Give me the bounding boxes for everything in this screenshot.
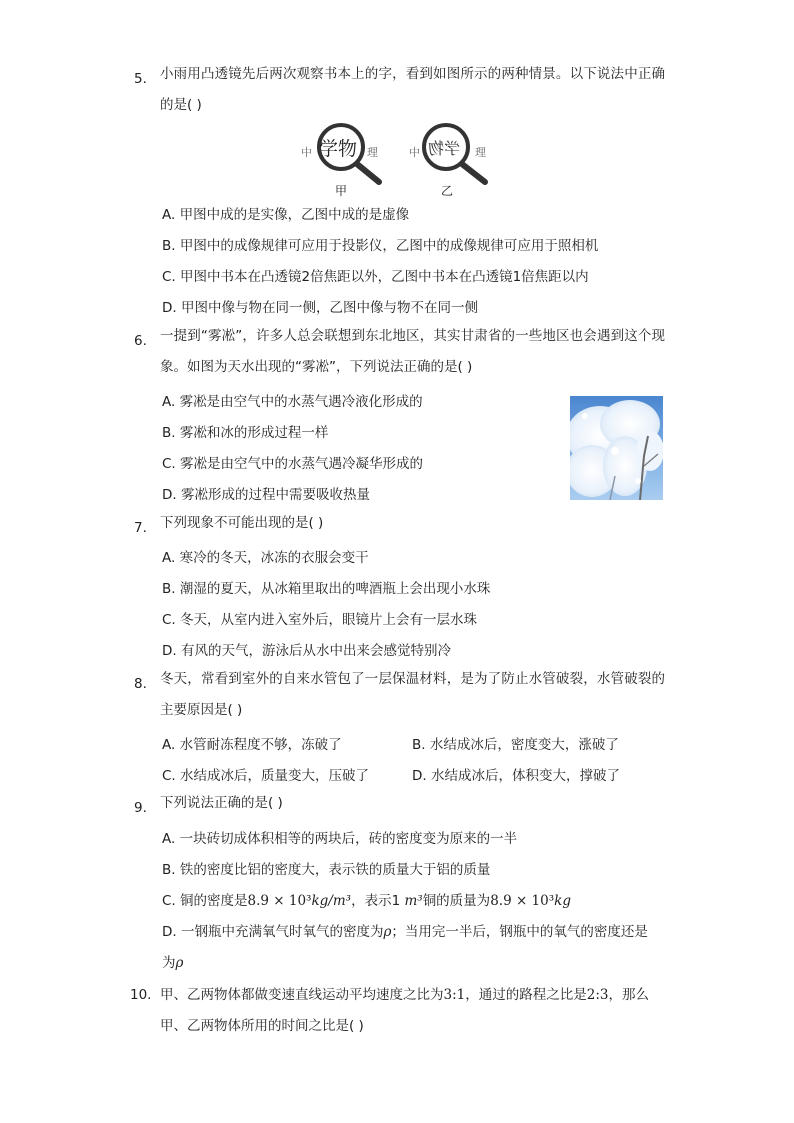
figure-char: 中: [301, 146, 312, 159]
option-text: 为: [162, 955, 176, 971]
question-stem: 下列现象不可能出现的是( ): [160, 515, 324, 531]
question-number: 9.: [134, 800, 147, 816]
math-unit: kg: [554, 893, 571, 909]
option-a: A. 甲图中成的是实像，乙图中成的是虚像: [162, 207, 410, 223]
math-value: 3:1: [443, 987, 466, 1003]
option-c: C. 冬天，从室内进入室外后，眼镜片上会有一层水珠: [162, 612, 478, 628]
option-b: B. 潮湿的夏天，从冰箱里取出的啤酒瓶上会出现小水珠: [162, 581, 491, 597]
option-b: B. 铁的密度比铝的密度大，表示铁的质量大于铝的质量: [162, 862, 491, 878]
magnifier-figure: [295, 120, 495, 200]
question-stem-line2: 甲、乙两物体所用的时间之比是( ): [160, 1018, 364, 1034]
option-d: [162, 922, 648, 942]
stem-text: 甲、乙两物体都做变速直线运动平均速度之比为: [160, 987, 444, 1003]
question-number: 10.: [130, 987, 152, 1003]
option-text: ；当用完一半后，钢瓶中的氧气的密度还是: [391, 924, 648, 940]
option-a: A. 水管耐冻程度不够，冻破了: [162, 737, 342, 753]
figure-char: 理: [367, 146, 378, 159]
question-stem: 下列说法正确的是( ): [160, 795, 283, 811]
math-symbol: ρ: [383, 924, 392, 940]
option-c: C. 雾凇是由空气中的水蒸气遇冷凝华形成的: [162, 456, 424, 472]
figure-caption-jia: 甲: [335, 184, 348, 198]
math-value: 8.9 × 10³: [247, 893, 312, 909]
option-text: 铜的质量为: [422, 893, 491, 909]
stem-text: ，通过的路程之比是: [465, 987, 587, 1003]
math-unit: m³: [404, 893, 423, 909]
option-text: D. 一钢瓶中充满氧气时氧气的密度为: [162, 924, 384, 940]
question-stem: 冬天，常看到室外的自来水管包了一层保温材料，是为了防止水管破裂，水管破裂的主要原因是( ): [160, 671, 665, 718]
question-stem: [160, 985, 649, 1005]
figure-char: 中: [409, 146, 420, 159]
math-value: 8.9 × 10³: [490, 893, 555, 909]
question-number: 7.: [134, 520, 147, 536]
option-text: C. 铜的密度是: [162, 893, 248, 909]
option-b: B. 甲图中的成像规律可应用于投影仪，乙图中的成像规律可应用于照相机: [162, 238, 599, 254]
option-b: B. 雾凇和冰的形成过程一样: [162, 425, 329, 441]
option-d: D. 甲图中像与物在同一侧，乙图中像与物不在同一侧: [162, 300, 478, 316]
option-c: C. 水结成冰后，质量变大，压破了: [162, 768, 370, 784]
figure-caption-yi: 乙: [441, 184, 454, 198]
option-d: D. 有风的天气，游泳后从水中出来会感觉特别冷: [162, 643, 451, 659]
question-number: 6.: [134, 333, 147, 349]
option-b: B. 水结成冰后，密度变大，涨破了: [412, 737, 619, 753]
option-a: A. 一块砖切成体积相等的两块后，砖的密度变为原来的一半: [162, 831, 518, 847]
option-c: [162, 891, 571, 911]
figure-char: 理: [475, 146, 486, 159]
math-symbol: ρ: [175, 955, 184, 971]
option-a: A. 雾凇是由空气中的水蒸气遇冷液化形成的: [162, 394, 423, 410]
rime-photo: [570, 396, 663, 500]
question-number: 5.: [134, 71, 147, 87]
math-unit: kg/m³: [311, 893, 352, 909]
figure-enlarged-text: 学物: [319, 138, 358, 160]
option-d-continued: [162, 953, 183, 973]
question-number: 8.: [134, 676, 147, 692]
math-value: 2:3: [586, 987, 609, 1003]
option-d: D. 雾凇形成的过程中需要吸收热量: [162, 487, 370, 503]
figure-inverted-text: 学物: [428, 139, 461, 158]
frosted-tree-image: [570, 396, 663, 500]
question-stem: 一提到“雾凇”，许多人总会联想到东北地区，其实甘肃省的一些地区也会遇到这个现象。如图为天水出现的“雾凇”，下列说法正确的是( ): [160, 328, 665, 375]
option-d: D. 水结成冰后，体积变大，撑破了: [412, 768, 620, 784]
option-c: C. 甲图中书本在凸透镜2倍焦距以外，乙图中书本在凸透镜1倍焦距以内: [162, 269, 589, 285]
option-a: A. 寒冷的冬天，冰冻的衣服会变干: [162, 550, 369, 566]
option-text: ，表示1: [351, 893, 405, 909]
question-stem: 小雨用凸透镜先后两次观察书本上的字，看到如图所示的两种情景。以下说法中正确的是( ): [160, 66, 665, 113]
stem-text: ，那么: [608, 987, 649, 1003]
